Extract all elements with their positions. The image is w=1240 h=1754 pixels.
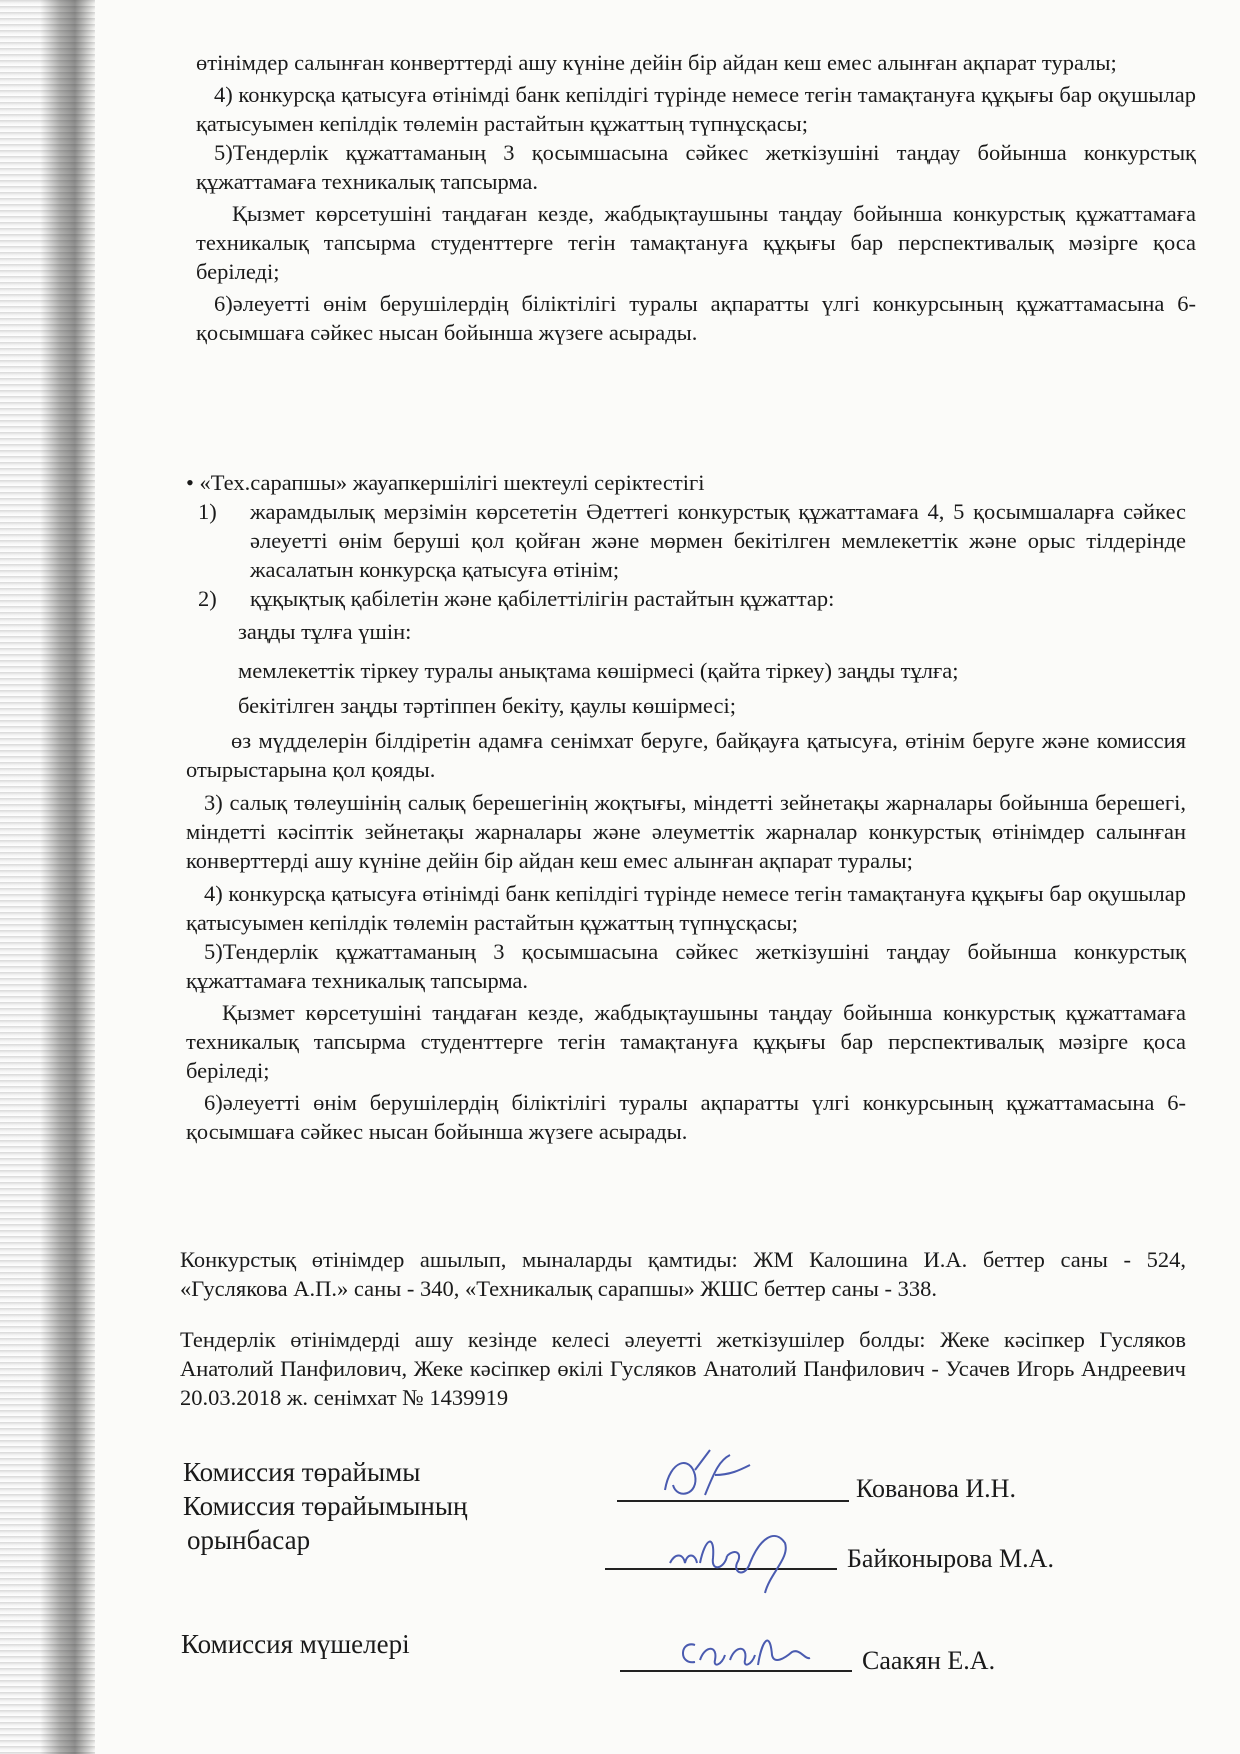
opened-applications: Конкурстық өтінімдер ашылып, мыналарды қамтиды: ЖМ Калошина И.А. беттер саны - 524, «Гуслякова А.П.» саны - 340, «Техникалық сарапшы» ЖШС беттер саны - 338. (180, 1247, 1186, 1301)
member-name: Саакян Е.А. (862, 1646, 996, 1675)
second-item-4: 4) конкурсқа қатысуға өтінімді банк кепілдігі түрінде немесе тегін тамақтануға құқығы бар оқушылар қатысуымен кепілдік төлемін растайтын құжаттың түпнұсқасы; (186, 881, 1186, 935)
top-info-line: өтінімдер салынған конверттерді ашу күніне дейін бір айдан кеш емес алынған ақпарат туралы; (196, 50, 1117, 75)
company-heading: • «Тех.сарапшы» жауапкершілігі шектеулі серіктестігі (186, 470, 705, 495)
top-item-6: 6)әлеуетті өнім берушілердің біліктілігі туралы ақпаратты үлгі конкурсының құжаттамасына 6-қосымшаға сәйкес нысан бойынша жүзеге асырады. (196, 291, 1196, 345)
second-item-5: 5)Тендерлік құжаттаманың 3 қосымшасына сәйкес жеткізушіні таңдау бойынша конкурстық құжаттамаға техникалық тапсырма. (186, 939, 1186, 993)
chair-signature-mark (655, 1440, 765, 1510)
registration-cert: мемлекеттік тіркеу туралы анықтама көшірмесі (қайта тіркеу) заңды тұлға; (238, 658, 959, 683)
second-item-2 (186, 584, 1186, 613)
scan-edge-artifact (0, 0, 95, 1754)
second-item-1 (186, 497, 1186, 584)
top-service-note: Қызмет көрсетушіні таңдаған кезде, жабдықтаушыны таңдау бойынша конкурстық құжаттамаға техникалық тапсырма студенттерге тегін тамақтануға құқығы бар перспективалық мәзірге қоса беріледі; (196, 201, 1196, 284)
top-section (196, 48, 1196, 347)
member-signature-mark (670, 1620, 820, 1680)
item-1-number: 1) (198, 499, 217, 524)
chair-title: Комиссия төрайымы (183, 1457, 421, 1487)
present-suppliers: Тендерлік өтінімдерді ашу кезінде келесі әлеуетті жеткізушілер болды: Жеке кәсіпкер Гусляков Анатолий Панфилович, Жеке кәсіпкер өкілі Гусляков Анатолий Панфилович - Усачев Игорь Андреевич 20.03.2018 ж. сенімхат № 1439919 (180, 1327, 1186, 1410)
item-1-text: жарамдылық мерзімін көрсететін Әдеттегі конкурстық құжаттамаға 4, 5 қосымшаларға сәйкес әлеуетті өнім беруші қол қойған және мөрмен бекітілген мемлекеттік және орыс тілдерінде жасалатын конкурсқа қатысуға өтінім; (250, 499, 1186, 582)
chair-name: Кованова И.Н. (856, 1474, 1016, 1503)
second-section (186, 468, 1186, 1146)
top-item-5: 5)Тендерлік құжаттаманың 3 қосымшасына сәйкес жеткізушіні таңдау бойынша конкурстық құжаттамаға техникалық тапсырма. (196, 140, 1196, 194)
members-title: Комиссия мүшелері (181, 1629, 410, 1659)
charter-copy: бекітілген заңды тәртіппен бекіту, қаулы көшірмесі; (238, 693, 736, 718)
summary-section (180, 1245, 1186, 1412)
deputy-signature-mark (665, 1518, 815, 1598)
deputy-title-line-1: Комиссия төрайымының (183, 1491, 468, 1521)
second-service-note: Қызмет көрсетушіні таңдаған кезде, жабдықтаушыны таңдау бойынша конкурстық құжаттамаға техникалық тапсырма студенттерге тегін тамақтануға құқығы бар перспективалық мәзірге қоса беріледі; (186, 1000, 1186, 1083)
deputy-title-line-2: орынбасар (187, 1525, 311, 1555)
item-2-number: 2) (198, 586, 217, 611)
power-of-attorney: өз мүдделерін білдіретін адамға сенімхат беруге, байқауға қатысуға, өтінім беруге және комиссия отырыстарына қол қояды. (186, 728, 1186, 782)
second-item-6: 6)әлеуетті өнім берушілердің біліктілігі туралы ақпаратты үлгі конкурсының құжаттамасына 6-қосымшаға сәйкес нысан бойынша жүзеге асырады. (186, 1090, 1186, 1144)
deputy-name: Байконырова М.А. (847, 1544, 1054, 1573)
top-item-4: 4) конкурсқа қатысуға өтінімді банк кепілдігі түрінде немесе тегін тамақтануға құқығы бар оқушылар қатысуымен кепілдік төлемін растайтын құжаттың түпнұсқасы; (196, 82, 1196, 136)
second-item-3: 3) салық төлеушінің салық берешегінің жоқтығы, міндетті зейнетақы жарналары бойынша берешегі, міндетті кәсіптік зейнетақы жарналары және әлеуметтік жарналар конкурстық өтінімдер салынған конверттерді ашу күніне дейін бір айдан кеш емес алынған ақпарат туралы; (186, 790, 1186, 873)
item-2-text: құқықтық қабілетін және қабілеттілігін растайтын құжаттар: (250, 586, 835, 611)
legal-entity-label: заңды тұлға үшін: (238, 619, 412, 644)
